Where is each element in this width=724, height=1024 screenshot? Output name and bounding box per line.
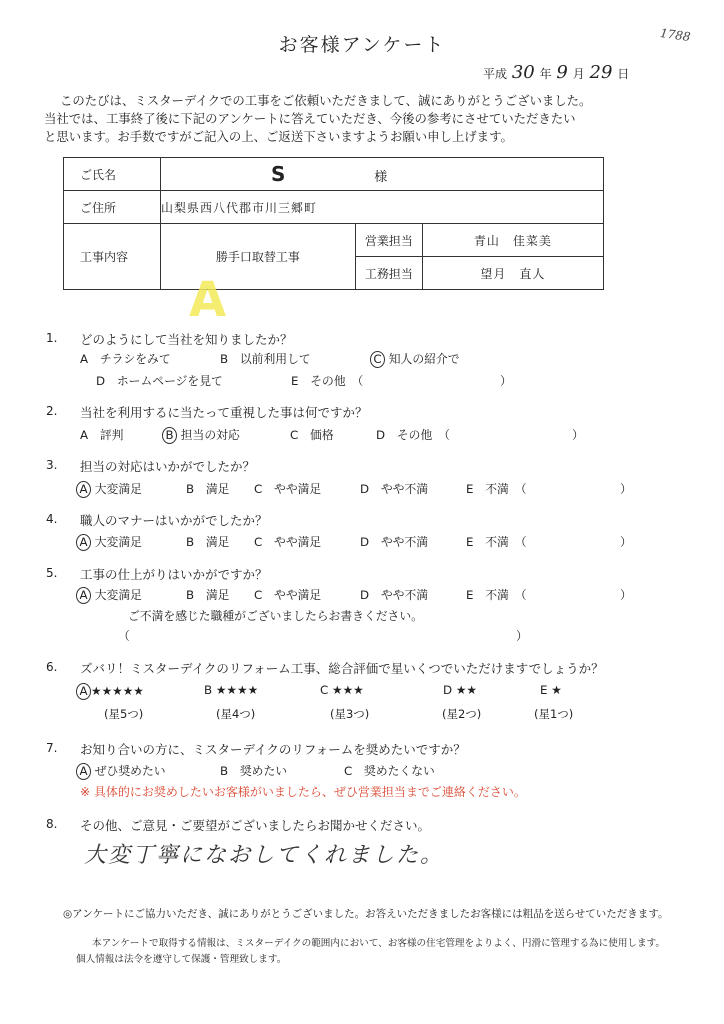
date-era: 平成	[483, 67, 508, 81]
q6-sub-b: (星4つ)	[216, 707, 256, 721]
customer-name: S	[271, 162, 286, 186]
q3-option-d: D やや不満	[360, 482, 429, 496]
work-content: 勝手口取替工事	[161, 224, 356, 290]
q1-text: どのようにして当社を知りましたか？	[80, 332, 293, 347]
q2-paren-close: ）	[572, 428, 584, 442]
q5-text: 工事の仕上がりはいかがですか？	[80, 567, 268, 582]
q1-option-d: D ホームページを見て	[96, 374, 223, 388]
highlight-grade-mark: A	[189, 272, 227, 328]
q2-number: 2.	[46, 404, 58, 418]
q5-option-d: D やや不満	[360, 588, 429, 602]
q1-option-b: B 以前利用して	[220, 352, 311, 366]
q7-option-c: C 奨めたくない	[344, 764, 435, 778]
q5-note-paren-open: （	[118, 629, 130, 643]
q1-selected-c: C	[370, 351, 385, 368]
date-day-label: 日	[617, 67, 630, 81]
engineer-person: 望月 直人	[422, 257, 603, 290]
customer-address: 山梨県西八代郡市川三郷町	[161, 191, 604, 224]
q5-selected-a: A	[76, 587, 91, 604]
intro-line: と思います。お手数ですがご記入の上、ご返送下さいますようお願い申し上げます。	[44, 129, 513, 144]
q2-selected-b: B	[162, 427, 177, 444]
q6-sub-d: (星2つ)	[442, 707, 482, 721]
q3-selected-a: A	[76, 481, 91, 498]
q2-option-c: C 価格	[290, 428, 334, 442]
date-year: 30	[511, 62, 535, 83]
q6-sub-c: (星3つ)	[330, 707, 370, 721]
engineer-label: 工務担当	[355, 257, 422, 290]
q4-option-e: E 不満 （	[466, 535, 527, 549]
q8-handwritten-answer: 大変丁寧になおしてくれました。	[84, 843, 445, 868]
q4-number: 4.	[46, 512, 58, 526]
q1-option-a: A チラシをみて	[80, 352, 171, 366]
q5-option-b: B 満足	[186, 588, 230, 602]
intro-line: このたびは、ミスターデイクでの工事をご依頼いただきまして、誠にありがとうございました。	[60, 93, 592, 108]
q6-sub-a: (星5つ)	[104, 707, 144, 721]
q7-selected-a: A	[76, 763, 91, 780]
sales-label: 営業担当	[355, 224, 422, 257]
handwritten-number: 1788	[659, 25, 692, 45]
q1-option-e: E その他 （	[291, 374, 364, 388]
q3-option-a-label: 大変満足	[94, 482, 142, 496]
q5-option-a-label: 大変満足	[94, 588, 142, 602]
q5-option-a	[80, 586, 142, 604]
q6-option-c: C ★★★	[320, 683, 364, 697]
q4-option-a	[80, 533, 142, 551]
page-title: お客様アンケート	[278, 34, 446, 56]
intro-line: 当社では、工事終了後に下記のアンケートに答えていただき、今後の参考にさせていただきたい	[44, 111, 576, 126]
q4-selected-a: A	[76, 534, 91, 551]
name-label: ご氏名	[64, 158, 161, 191]
q6-option-b: B ★★★★	[204, 683, 259, 697]
q4-option-c: C やや満足	[254, 535, 322, 549]
q7-warning-note: ※ 具体的にお奨めしたいお客様がいましたら、ぜひ営業担当までご連絡ください。	[80, 785, 526, 799]
date-month: 9	[556, 62, 568, 83]
address-label: ご住所	[64, 191, 161, 224]
q3-option-a	[80, 480, 142, 498]
q1-number: 1.	[46, 331, 58, 345]
q8-text: その他、ご意見・ご要望がございましたらお聞かせください。	[80, 818, 431, 833]
q4-option-a-label: 大変満足	[94, 535, 142, 549]
q2-text: 当社を利用するに当たって重視した事は何ですか？	[80, 405, 368, 420]
q7-option-b: B 奨めたい	[220, 764, 288, 778]
q5-note: ご不満を感じた職種がございましたらお書きください。	[128, 609, 423, 623]
q7-option-a-label: ぜひ奨めたい	[94, 764, 166, 778]
q2-option-a: A 評判	[80, 428, 124, 442]
q6-selected-a: A	[76, 683, 91, 700]
sales-person: 青山 佳菜美	[422, 224, 603, 257]
q3-option-c: C やや満足	[254, 482, 322, 496]
q6-text: ズバリ！ミスターデイクのリフォーム工事、総合評価で星いくつでいただけますでしょうか？	[80, 661, 604, 676]
q3-option-e: E 不満 （	[466, 482, 527, 496]
date-month-label: 月	[572, 67, 585, 81]
date	[483, 62, 629, 83]
q7-number: 7.	[46, 741, 58, 755]
q6-option-a-stars: ★★★★★	[91, 684, 144, 698]
date-year-label: 年	[539, 67, 552, 81]
footer-thanks: ◎アンケートにご協力いただき、誠にありがとうございました。お答えいただきましたお客様には粗品を送らせていただきます。	[63, 908, 669, 920]
q3-number: 3.	[46, 458, 58, 472]
q4-paren-close: ）	[620, 535, 632, 549]
q1-option-c-label: 知人の紹介で	[388, 352, 460, 366]
q8-number: 8.	[46, 817, 58, 831]
name-cell	[161, 158, 604, 191]
q6-option-e: E ★	[540, 683, 562, 697]
q4-option-b: B 満足	[186, 535, 230, 549]
q5-paren-close: ）	[620, 588, 632, 602]
q1-paren-close: ）	[500, 374, 512, 388]
q5-option-e: E 不満 （	[466, 588, 527, 602]
q6-number: 6.	[46, 660, 58, 674]
footer-privacy-line: 本アンケートで取得する情報は、ミスターデイクの範囲内において、お客様の住宅管理をよりよく、円滑に管理する為に使用します。	[92, 938, 666, 949]
q4-option-d: D やや不満	[360, 535, 429, 549]
name-suffix: 様	[374, 170, 388, 185]
q5-number: 5.	[46, 566, 58, 580]
q3-text: 担当の対応はいかがでしたか？	[80, 459, 256, 474]
q3-paren-close: ）	[620, 482, 632, 496]
q2-option-b	[166, 426, 240, 444]
q6-option-a	[80, 683, 144, 700]
footer-privacy-line: 個人情報は法令を遵守して保護・管理致します。	[76, 954, 287, 965]
q5-option-c: C やや満足	[254, 588, 322, 602]
q2-option-b-label: 担当の対応	[180, 428, 240, 442]
q5-note-paren-close: ）	[516, 629, 528, 643]
work-label: 工事内容	[64, 224, 161, 290]
q6-sub-e: (星1つ)	[534, 707, 574, 721]
q7-option-a	[80, 762, 166, 780]
footer-privacy	[76, 936, 666, 968]
date-day: 29	[589, 62, 613, 83]
q6-option-d: D ★★	[443, 683, 477, 697]
q7-text: お知り合いの方に、ミスターデイクのリフォームを奨めたいですか？	[80, 742, 466, 757]
q1-option-c	[374, 350, 460, 368]
intro-text	[44, 92, 591, 146]
q4-text: 職人のマナーはいかがでしたか？	[80, 513, 268, 528]
q2-option-d: D その他 （	[376, 428, 450, 442]
q3-option-b: B 満足	[186, 482, 230, 496]
customer-info-table	[63, 157, 604, 290]
